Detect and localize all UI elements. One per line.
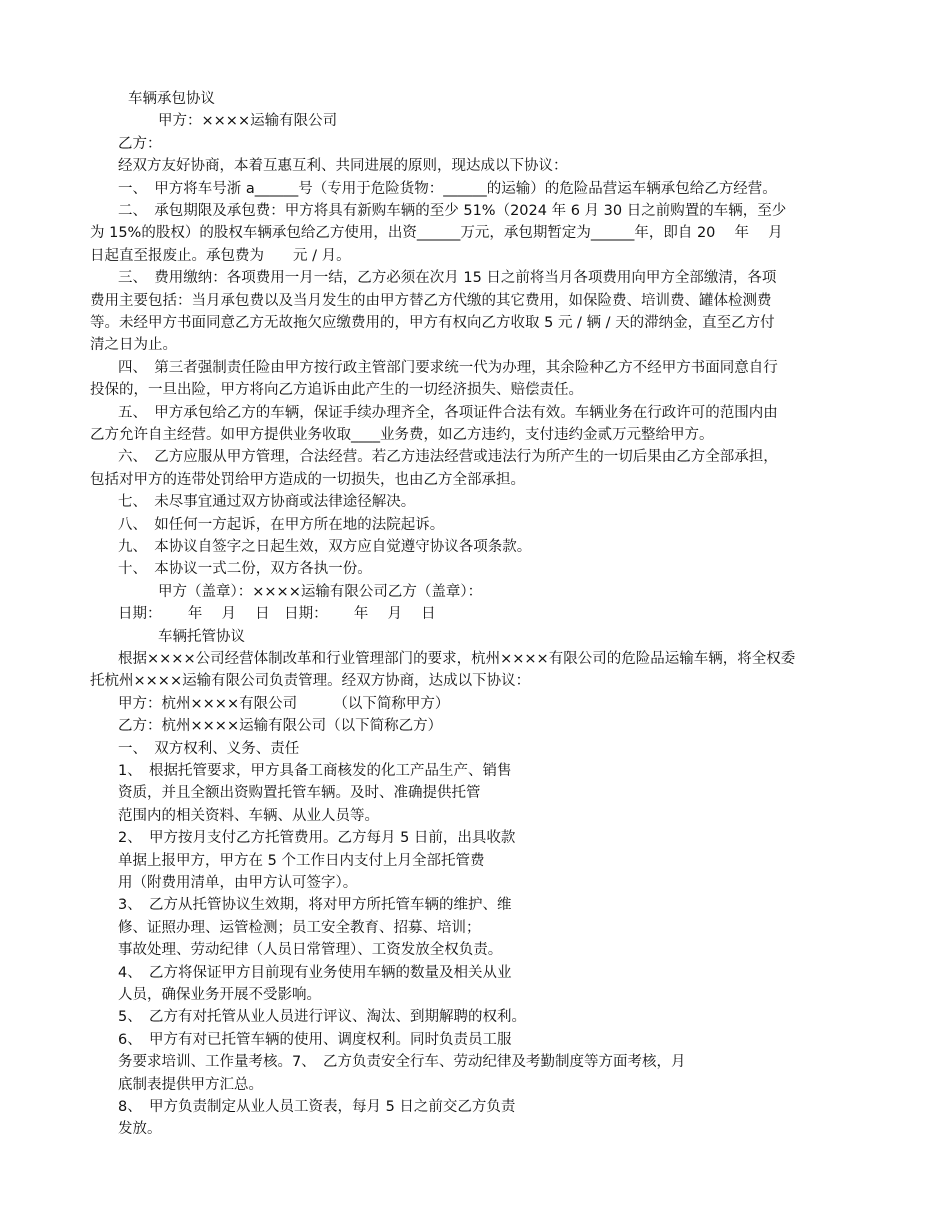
paragraph-line: 乙方：杭州××××运输有限公司（以下简称乙方） — [118, 718, 443, 734]
paragraph-line: 修、证照办理、运管检测；员工安全教育、招募、培训； — [118, 920, 481, 936]
clause-line: 等。未经甲方书面同意乙方无故拖欠应缴费用的，甲方有权向乙方收取 5 元 / 辆 / 天的滞纳金，直至乙方付 — [90, 315, 775, 331]
paragraph-line: 范围内的相关资料、车辆、从业人员等。 — [118, 808, 379, 824]
paragraph-line: 底制表提供甲方汇总。 — [118, 1077, 263, 1093]
date-line: 日期： 年 月 日 日期： 年 月 日 — [118, 606, 436, 622]
clause-line: 费用主要包括：当月承包费以及当月发生的由甲方替乙方代缴的其它费用，如保险费、培训费、罐体检测费 — [90, 293, 772, 309]
paragraph-line: 托杭州××××运输有限公司负责管理。经双方协商，达成以下协议： — [90, 673, 531, 689]
clause-line: 七、 未尽事宜通过双方协商或法律途径解决。 — [118, 494, 416, 510]
clause-line: 乙方允许自主经营。如甲方提供业务收取____业务费，如乙方违约，支付违约金贰万元整给甲方。 — [90, 427, 714, 443]
intro-paragraph: 经双方友好协商，本着互惠互利、共同进展的原则，现达成以下协议： — [118, 158, 568, 174]
party-b: 乙方： — [118, 136, 162, 152]
clause-line: 一、 甲方将车号浙 a______号（专用于危险货物：______的运输）的危险品营运车辆承包给乙方经营。 — [118, 181, 777, 197]
clause-line: 十、 本协议一式二份，双方各执一份。 — [118, 561, 372, 577]
paragraph-line: 发放。 — [118, 1121, 162, 1137]
clause-line: 四、 第三者强制责任险由甲方按行政主管部门要求统一代为办理，其余险种乙方不经甲方书面同意自行 — [118, 360, 778, 376]
paragraph-line: 单据上报甲方，甲方在 5 个工作日内支付上月全部托管费 — [118, 853, 485, 869]
clause-line: 八、 如任何一方起诉，在甲方所在地的法院起诉。 — [118, 517, 445, 533]
clause-line: 为 15%的股权）的股权车辆承包给乙方使用，出资______万元，承包期暂定为______年，即自 20 年 月 — [90, 225, 783, 241]
paragraph-line: 一、 双方权利、义务、责任 — [118, 741, 300, 757]
paragraph-line: 4、 乙方将保证甲方目前现有业务使用车辆的数量及相关从业 — [118, 965, 512, 981]
clause-line: 日起直至报废止。承包费为 元 / 月。 — [90, 248, 351, 264]
contract-title: 车辆承包协议 — [128, 91, 215, 107]
paragraph-line: 甲方：杭州××××有限公司 （以下简称甲方） — [118, 696, 450, 712]
clause-line: 投保的，一旦出险，甲方将向乙方追诉由此产生的一切经济损失、赔偿责任。 — [90, 382, 583, 398]
paragraph-line: 事故处理、劳动纪律（人员日常管理）、工资发放全权负责。 — [118, 942, 503, 958]
paragraph-line: 1、 根据托管要求，甲方具备工商核发的化工产品生产、销售 — [118, 763, 512, 779]
clause-line: 清之日为止。 — [90, 337, 177, 353]
paragraph-line: 8、 甲方负责制定从业人员工资表，每月 5 日之前交乙方负责 — [118, 1099, 516, 1115]
paragraph-line: 务要求培训、工作量考核。7、 乙方负责安全行车、劳动纪律及考勤制度等方面考核，月 — [118, 1054, 686, 1070]
paragraph-line: 2、 甲方按月支付乙方托管费用。乙方每月 5 日前，出具收款 — [118, 830, 516, 846]
paragraph-line: 资质，并且全额出资购置托管车辆。及时、准确提供托管 — [118, 785, 481, 801]
paragraph-line: 3、 乙方从托管协议生效期，将对甲方所托管车辆的维护、维 — [118, 897, 512, 913]
paragraph-line: 6、 甲方有对已托管车辆的使用、调度权利。同时负责员工服 — [118, 1032, 512, 1048]
contract-title: 车辆托管协议 — [158, 629, 245, 645]
paragraph-line: 人员，确保业务开展不受影响。 — [118, 987, 321, 1003]
party-a: 甲方：××××运输有限公司 — [158, 113, 338, 129]
paragraph-line: 5、 乙方有对托管从业人员进行评议、淘汰、到期解聘的权利。 — [118, 1009, 526, 1025]
clause-line: 二、 承包期限及承包费：甲方将具有新购车辆的至少 51%（2024 年 6 月 30 日之前购置的车辆，至少 — [118, 203, 787, 219]
clause-line: 六、 乙方应服从甲方管理，合法经营。若乙方违法经营或违法行为所产生的一切后果由乙方全部承担， — [118, 449, 778, 465]
paragraph-line: 根据××××公司经营体制改革和行业管理部门的要求，杭州××××有限公司的危险品运输车辆，将全权委 — [118, 651, 796, 667]
clause-line: 包括对甲方的连带处罚给甲方造成的一切损失，也由乙方全部承担。 — [90, 472, 525, 488]
clause-line: 五、 甲方承包给乙方的车辆，保证手续办理齐全，各项证件合法有效。车辆业务在行政许可的范围内由 — [118, 405, 778, 421]
paragraph-line: 用（附费用清单，由甲方认可签字）。 — [118, 875, 358, 891]
seal-line: 甲方（盖章）：××××运输有限公司乙方（盖章）： — [158, 584, 483, 600]
clause-line: 九、 本协议自签字之日起生效，双方应自觉遵守协议各项条款。 — [118, 539, 532, 555]
clause-line: 三、 费用缴纳：各项费用一月一结，乙方必须在次月 15 日之前将当月各项费用向甲方全部缴清，各项 — [118, 270, 777, 286]
